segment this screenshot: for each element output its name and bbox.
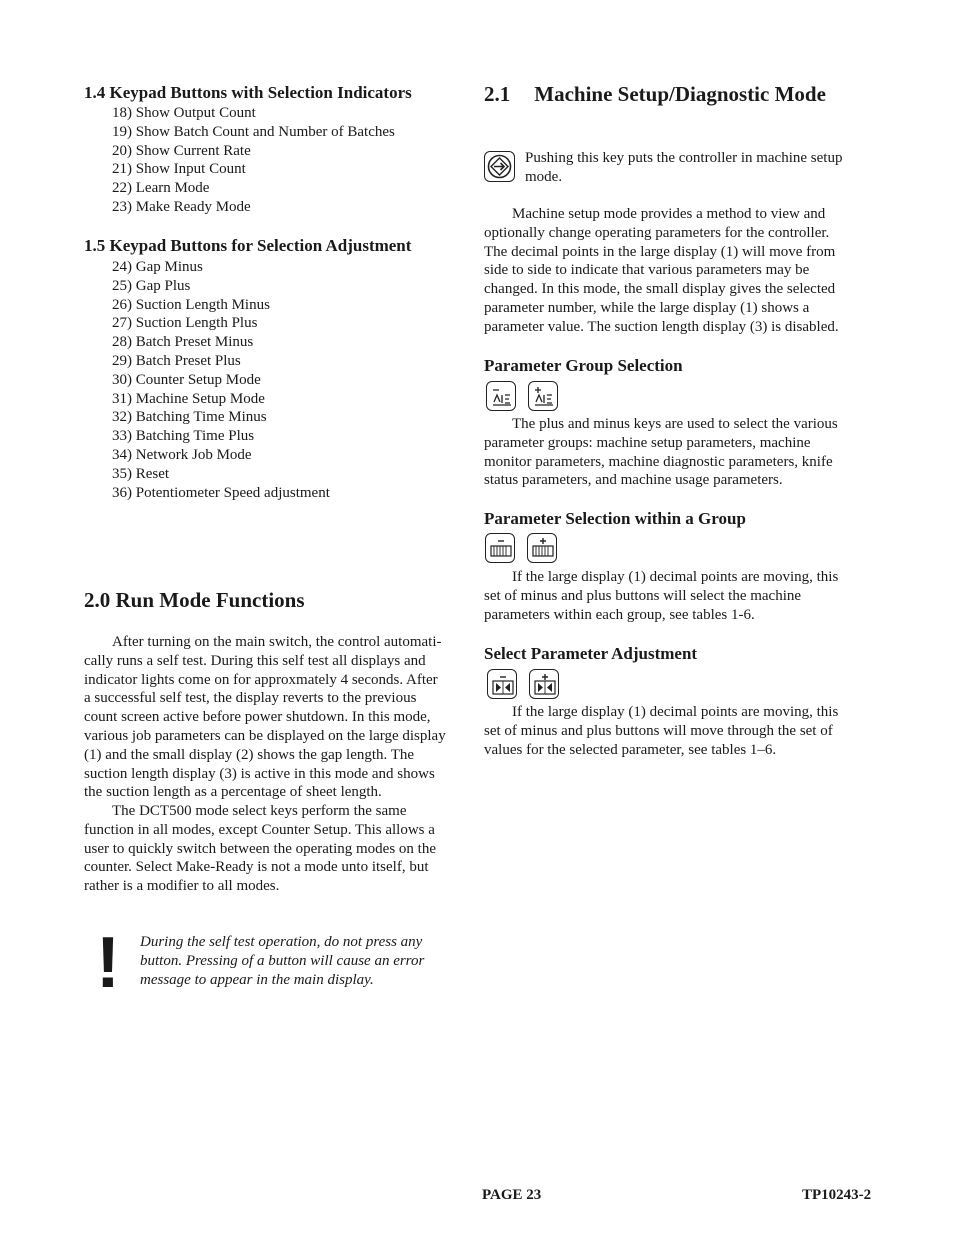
text-line-content: suction length display (3) is active in this mode and shows bbox=[84, 765, 435, 782]
text-line bbox=[525, 149, 875, 168]
list-item: 25) Gap Plus bbox=[112, 277, 191, 294]
text-line-content: parameter number, while the large display (1) shows a bbox=[484, 299, 810, 316]
list-item: 34) Network Job Mode bbox=[112, 446, 252, 463]
text-line-content: cally runs a self test. During this self test all displays and bbox=[84, 652, 426, 669]
text-line bbox=[484, 606, 868, 625]
group-plus-key-icon[interactable] bbox=[528, 381, 558, 411]
list-item: 22) Learn Mode bbox=[112, 180, 210, 197]
list-item: 26) Suction Length Minus bbox=[112, 296, 270, 313]
text-line bbox=[84, 802, 468, 821]
text-line bbox=[525, 168, 875, 187]
text-line bbox=[484, 587, 868, 606]
text-line-content: the suction length as a percentage of sheet length. bbox=[84, 784, 382, 801]
text-line bbox=[84, 689, 468, 708]
text-line-content: After turning on the main switch, the control automati- bbox=[112, 634, 442, 650]
text-line bbox=[484, 224, 868, 243]
text-line bbox=[484, 415, 868, 434]
group-minus-key-icon[interactable] bbox=[486, 381, 516, 411]
text-line-content: Machine setup mode provides a method to view and bbox=[512, 206, 826, 222]
text-line bbox=[484, 703, 868, 722]
section-1-4-list bbox=[112, 104, 395, 217]
text-line bbox=[84, 821, 468, 840]
list-item: 24) Gap Minus bbox=[112, 259, 203, 275]
warning-note bbox=[140, 933, 470, 989]
text-line-content: The plus and minus keys are used to select the various bbox=[512, 416, 838, 432]
text-line bbox=[84, 708, 468, 727]
text-line bbox=[84, 652, 468, 671]
section-1-4-heading: 1.4 Keypad Buttons with Selection Indicators bbox=[84, 83, 412, 102]
group-selection-heading: Parameter Group Selection bbox=[484, 356, 683, 375]
parameter-selection-paragraph bbox=[484, 568, 868, 624]
text-line-content: parameters within each group, see tables 1-6. bbox=[484, 606, 755, 623]
section-2-1-heading bbox=[484, 82, 826, 107]
text-line-content: message to appear in the main display. bbox=[140, 971, 374, 988]
adjustment-heading: Select Parameter Adjustment bbox=[484, 644, 698, 663]
parameter-selection-heading: Parameter Selection within a Group bbox=[484, 509, 746, 528]
machine-setup-paragraph bbox=[484, 205, 868, 337]
text-line-content: parameter value. The suction length display (3) is disabled. bbox=[484, 318, 839, 335]
text-line bbox=[484, 243, 868, 262]
text-line-content: values for the selected parameter, see tables 1–6. bbox=[484, 741, 777, 758]
text-line bbox=[140, 971, 470, 990]
section-1-5-list bbox=[112, 258, 330, 502]
text-line-content: monitor parameters, machine diagnostic parameters, knife bbox=[484, 453, 833, 470]
list-item: 31) Machine Setup Mode bbox=[112, 390, 265, 407]
document-id: TP10243-2 bbox=[802, 1187, 872, 1203]
text-line-content: set of minus and plus buttons will move through the set of bbox=[484, 722, 833, 739]
text-line-content: counter. Select Make-Ready is not a mode unto itself, but bbox=[84, 859, 429, 876]
text-line bbox=[484, 434, 868, 453]
text-line bbox=[484, 453, 868, 472]
text-line bbox=[484, 299, 868, 318]
list-item: 30) Counter Setup Mode bbox=[112, 371, 261, 388]
text-line-content: The DCT500 mode select keys perform the same bbox=[112, 803, 407, 819]
setup-key-description bbox=[525, 149, 875, 187]
text-line bbox=[484, 318, 868, 337]
text-line-content: side to side to indicate that various parameters may be bbox=[484, 262, 810, 279]
text-line bbox=[84, 783, 468, 802]
list-item: 32) Batching Time Minus bbox=[112, 409, 267, 426]
text-line-content: optionally change operating parameters for the controller. bbox=[484, 224, 830, 241]
parameter-plus-key-icon[interactable] bbox=[527, 533, 557, 563]
warning-exclamation-icon: ! bbox=[96, 923, 120, 1003]
text-line bbox=[84, 727, 468, 746]
text-line bbox=[484, 568, 868, 587]
text-line-content: If the large display (1) decimal points are moving, this bbox=[512, 704, 839, 720]
text-line-content: user to quickly switch between the operating modes on the bbox=[84, 840, 436, 857]
list-item: 21) Show Input Count bbox=[112, 161, 246, 178]
text-line-content: indicator lights come on for approxmately 4 seconds. After bbox=[84, 671, 438, 688]
text-line bbox=[484, 205, 868, 224]
text-line-content: If the large display (1) decimal points are moving, this bbox=[512, 569, 839, 585]
section-1-5-heading: 1.5 Keypad Buttons for Selection Adjustment bbox=[84, 236, 412, 255]
adjust-plus-key-icon[interactable] bbox=[529, 669, 559, 699]
text-line-content: rather is a modifier to all modes. bbox=[84, 878, 280, 895]
list-item: 35) Reset bbox=[112, 465, 170, 482]
text-line-content: (1) and the small display (2) shows the gap length. The bbox=[84, 746, 415, 763]
text-line-content: During the self test operation, do not press any bbox=[140, 934, 423, 950]
text-line bbox=[140, 933, 470, 952]
text-line bbox=[484, 722, 868, 741]
page-number: PAGE 23 bbox=[482, 1187, 542, 1203]
text-line-content: button. Pressing of a button will cause an error bbox=[140, 952, 425, 969]
adjustment-paragraph bbox=[484, 703, 868, 759]
text-line bbox=[484, 741, 868, 760]
run-mode-paragraph-2 bbox=[84, 802, 468, 896]
list-item: 29) Batch Preset Plus bbox=[112, 352, 241, 369]
text-line-content: parameter groups: machine setup parameters, machine bbox=[484, 434, 811, 451]
group-selection-paragraph bbox=[484, 415, 868, 490]
text-line bbox=[140, 952, 470, 971]
list-item: 20) Show Current Rate bbox=[112, 142, 251, 159]
section-2-1-title: Machine Setup/Diagnostic Mode bbox=[534, 82, 826, 106]
text-line-content: changed. In this mode, the small display gives the selected bbox=[484, 281, 836, 298]
list-item: 23) Make Ready Mode bbox=[112, 198, 251, 215]
section-2-0-heading: 2.0 Run Mode Functions bbox=[84, 588, 305, 612]
text-line-content: set of minus and plus buttons will select the machine bbox=[484, 587, 802, 604]
text-line-content: function in all modes, except Counter Setup. This allows a bbox=[84, 821, 435, 838]
text-line bbox=[484, 261, 868, 280]
text-line bbox=[84, 877, 468, 896]
adjust-minus-key-icon[interactable] bbox=[487, 669, 517, 699]
text-line bbox=[484, 471, 868, 490]
list-item: 27) Suction Length Plus bbox=[112, 315, 258, 332]
text-line-content: Pushing this key puts the controller in machine setup bbox=[525, 150, 843, 166]
section-2-1-number: 2.1 bbox=[484, 82, 511, 106]
parameter-minus-key-icon[interactable] bbox=[485, 533, 515, 563]
text-line-content: The decimal points in the large display (1) will move from bbox=[484, 243, 836, 260]
list-item: 33) Batching Time Plus bbox=[112, 428, 255, 445]
list-item: 19) Show Batch Count and Number of Batches bbox=[112, 123, 395, 140]
text-line-content: mode. bbox=[525, 168, 563, 185]
text-line bbox=[84, 765, 468, 784]
text-line bbox=[84, 671, 468, 690]
text-line-content: count screen active before power shutdown. In this mode, bbox=[84, 709, 431, 726]
text-line bbox=[484, 280, 868, 299]
run-mode-paragraph-1 bbox=[84, 633, 468, 802]
text-line-content: various job parameters can be displayed on the large display bbox=[84, 727, 446, 744]
list-item: 28) Batch Preset Minus bbox=[112, 334, 254, 351]
list-item: 36) Potentiometer Speed adjustment bbox=[112, 484, 330, 501]
list-item: 18) Show Output Count bbox=[112, 105, 256, 121]
text-line bbox=[84, 633, 468, 652]
machine-setup-key-icon[interactable] bbox=[484, 151, 515, 182]
text-line bbox=[84, 858, 468, 877]
text-line bbox=[84, 840, 468, 859]
text-line bbox=[84, 746, 468, 765]
text-line-content: a successful self test, the display reverts to the previous bbox=[84, 690, 417, 707]
text-line-content: status parameters, and machine usage parameters. bbox=[484, 472, 783, 489]
